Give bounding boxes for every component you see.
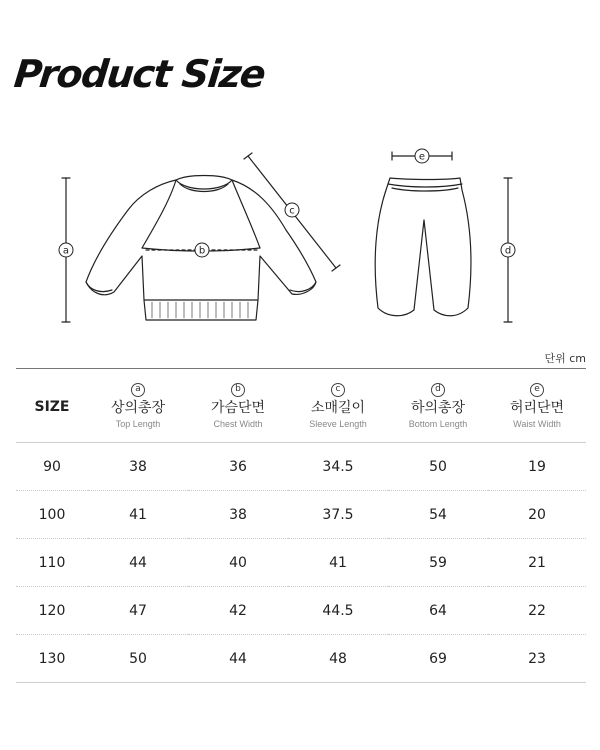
size-diagram: [0, 140, 600, 340]
header-bottom-length: d 하의총장 Bottom Length: [408, 383, 468, 429]
table-cell: 23: [528, 650, 546, 667]
table-cell: 69: [429, 650, 447, 667]
table-cell: 34.5: [322, 458, 354, 475]
marker-b-text: b: [198, 245, 206, 257]
table-cell: 38: [229, 506, 247, 523]
size-cell: 90: [43, 458, 61, 475]
table-cell: 22: [528, 602, 546, 619]
size-cell: 100: [38, 506, 66, 523]
table-cell: 44.5: [322, 602, 354, 619]
size-cell: 120: [38, 602, 66, 619]
size-table: [16, 368, 586, 683]
header-chest-width: b 가슴단면 Chest Width: [210, 383, 266, 429]
marker-e-text: e: [418, 151, 426, 163]
table-cell: 37.5: [322, 506, 354, 523]
table-row: [16, 635, 586, 683]
header-top-length: a 상의총장 Top Length: [110, 383, 166, 429]
table-cell: 38: [129, 458, 147, 475]
table-cell: 42: [229, 602, 247, 619]
table-cell: 47: [129, 602, 147, 619]
marker-c-icon: c: [331, 383, 345, 397]
page-title: Product Size: [12, 52, 267, 96]
unit-label: 단위 cm: [544, 352, 586, 365]
marker-d-icon: d: [431, 383, 445, 397]
table-row: [16, 491, 586, 539]
marker-a-text: a: [62, 245, 70, 257]
marker-d-text: d: [504, 245, 512, 257]
table-cell: 40: [229, 554, 247, 571]
header-row: [16, 369, 586, 443]
size-cell: 110: [38, 554, 66, 571]
table-cell: 48: [329, 650, 347, 667]
table-cell: 64: [429, 602, 447, 619]
table-cell: 20: [528, 506, 546, 523]
marker-c-text: c: [289, 205, 295, 217]
table-cell: 50: [129, 650, 147, 667]
table-cell: 50: [429, 458, 447, 475]
pants-illustration: [375, 178, 471, 316]
table-cell: 44: [229, 650, 247, 667]
table-cell: 19: [528, 458, 546, 475]
table-cell: 54: [429, 506, 447, 523]
table-cell: 41: [129, 506, 147, 523]
table-row: [16, 539, 586, 587]
header-sleeve-length: c 소매길이 Sleeve Length: [309, 383, 367, 429]
size-cell: 130: [38, 650, 66, 667]
table-row: [16, 443, 586, 491]
table-row: [16, 587, 586, 635]
table-cell: 44: [129, 554, 147, 571]
marker-e-icon: e: [530, 383, 544, 397]
size-header: SIZE: [34, 399, 70, 415]
table-cell: 41: [329, 554, 347, 571]
header-waist-width: e 허리단면 Waist Width: [509, 383, 565, 429]
table-cell: 59: [429, 554, 447, 571]
table-cell: 36: [229, 458, 247, 475]
table-cell: 21: [528, 554, 546, 571]
marker-a-icon: a: [131, 383, 145, 397]
marker-b-icon: b: [231, 383, 245, 397]
